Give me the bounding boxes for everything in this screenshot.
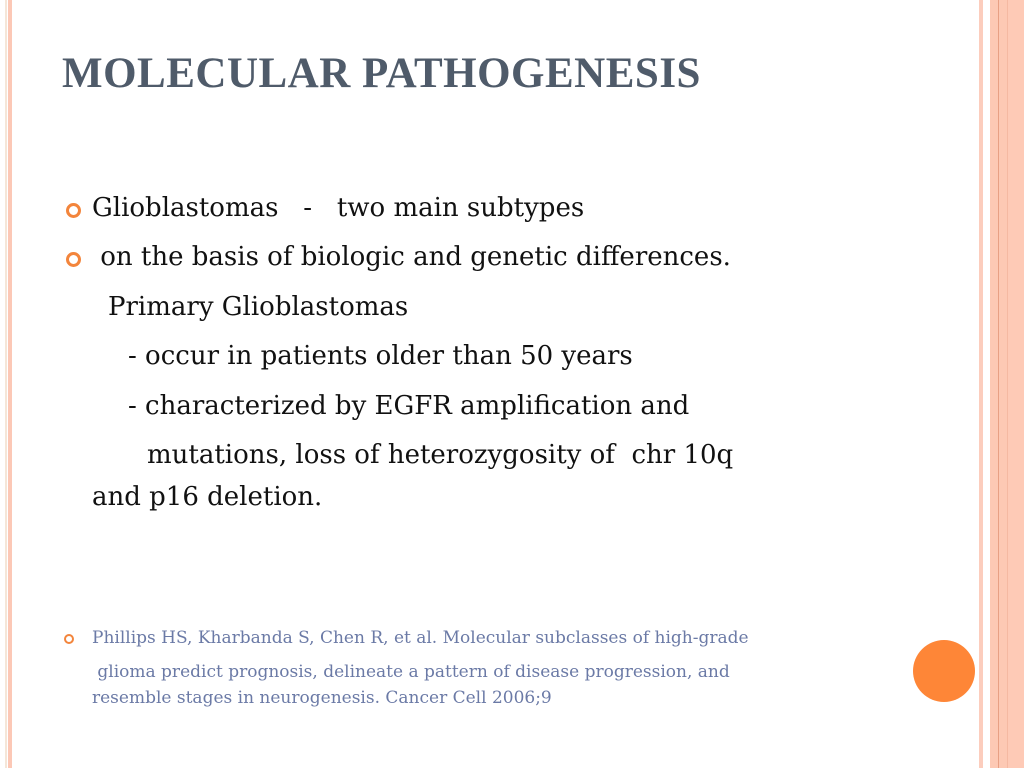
bullet-text: Glioblastomas - two main subtypes [92, 193, 585, 223]
left-border-stripe [5, 0, 7, 768]
right-border-band [1007, 0, 1024, 768]
left-border-stripe [8, 0, 12, 768]
right-border-line [1007, 0, 1008, 768]
body-line: and p16 deletion. [92, 482, 323, 512]
bullet-ring-icon [66, 252, 81, 267]
bullet-ring-icon [64, 634, 74, 644]
right-border-stripe [979, 0, 983, 768]
body-line: - characterized by EGFR amplification and [128, 391, 690, 421]
right-border-line [998, 0, 999, 768]
body-line: mutations, loss of heterozygosity of chr 10q [147, 440, 734, 470]
body-line: - occur in patients older than 50 years [128, 341, 633, 371]
reference-line: glioma predict prognosis, delineate a pattern of disease progression, and [92, 662, 730, 682]
slide-title: MOLECULAR PATHOGENESIS [62, 50, 701, 97]
reference-line: resemble stages in neurogenesis. Cancer Cell 2006;9 [92, 688, 552, 708]
decorative-circle-icon [913, 640, 975, 702]
bullet-text: on the basis of biologic and genetic differences. [92, 242, 731, 272]
subheading-primary-glioblastomas: Primary Glioblastomas [108, 292, 409, 322]
reference-line: Phillips HS, Kharbanda S, Chen R, et al. Molecular subclasses of high-grade [92, 628, 749, 648]
bullet-ring-icon [66, 203, 81, 218]
